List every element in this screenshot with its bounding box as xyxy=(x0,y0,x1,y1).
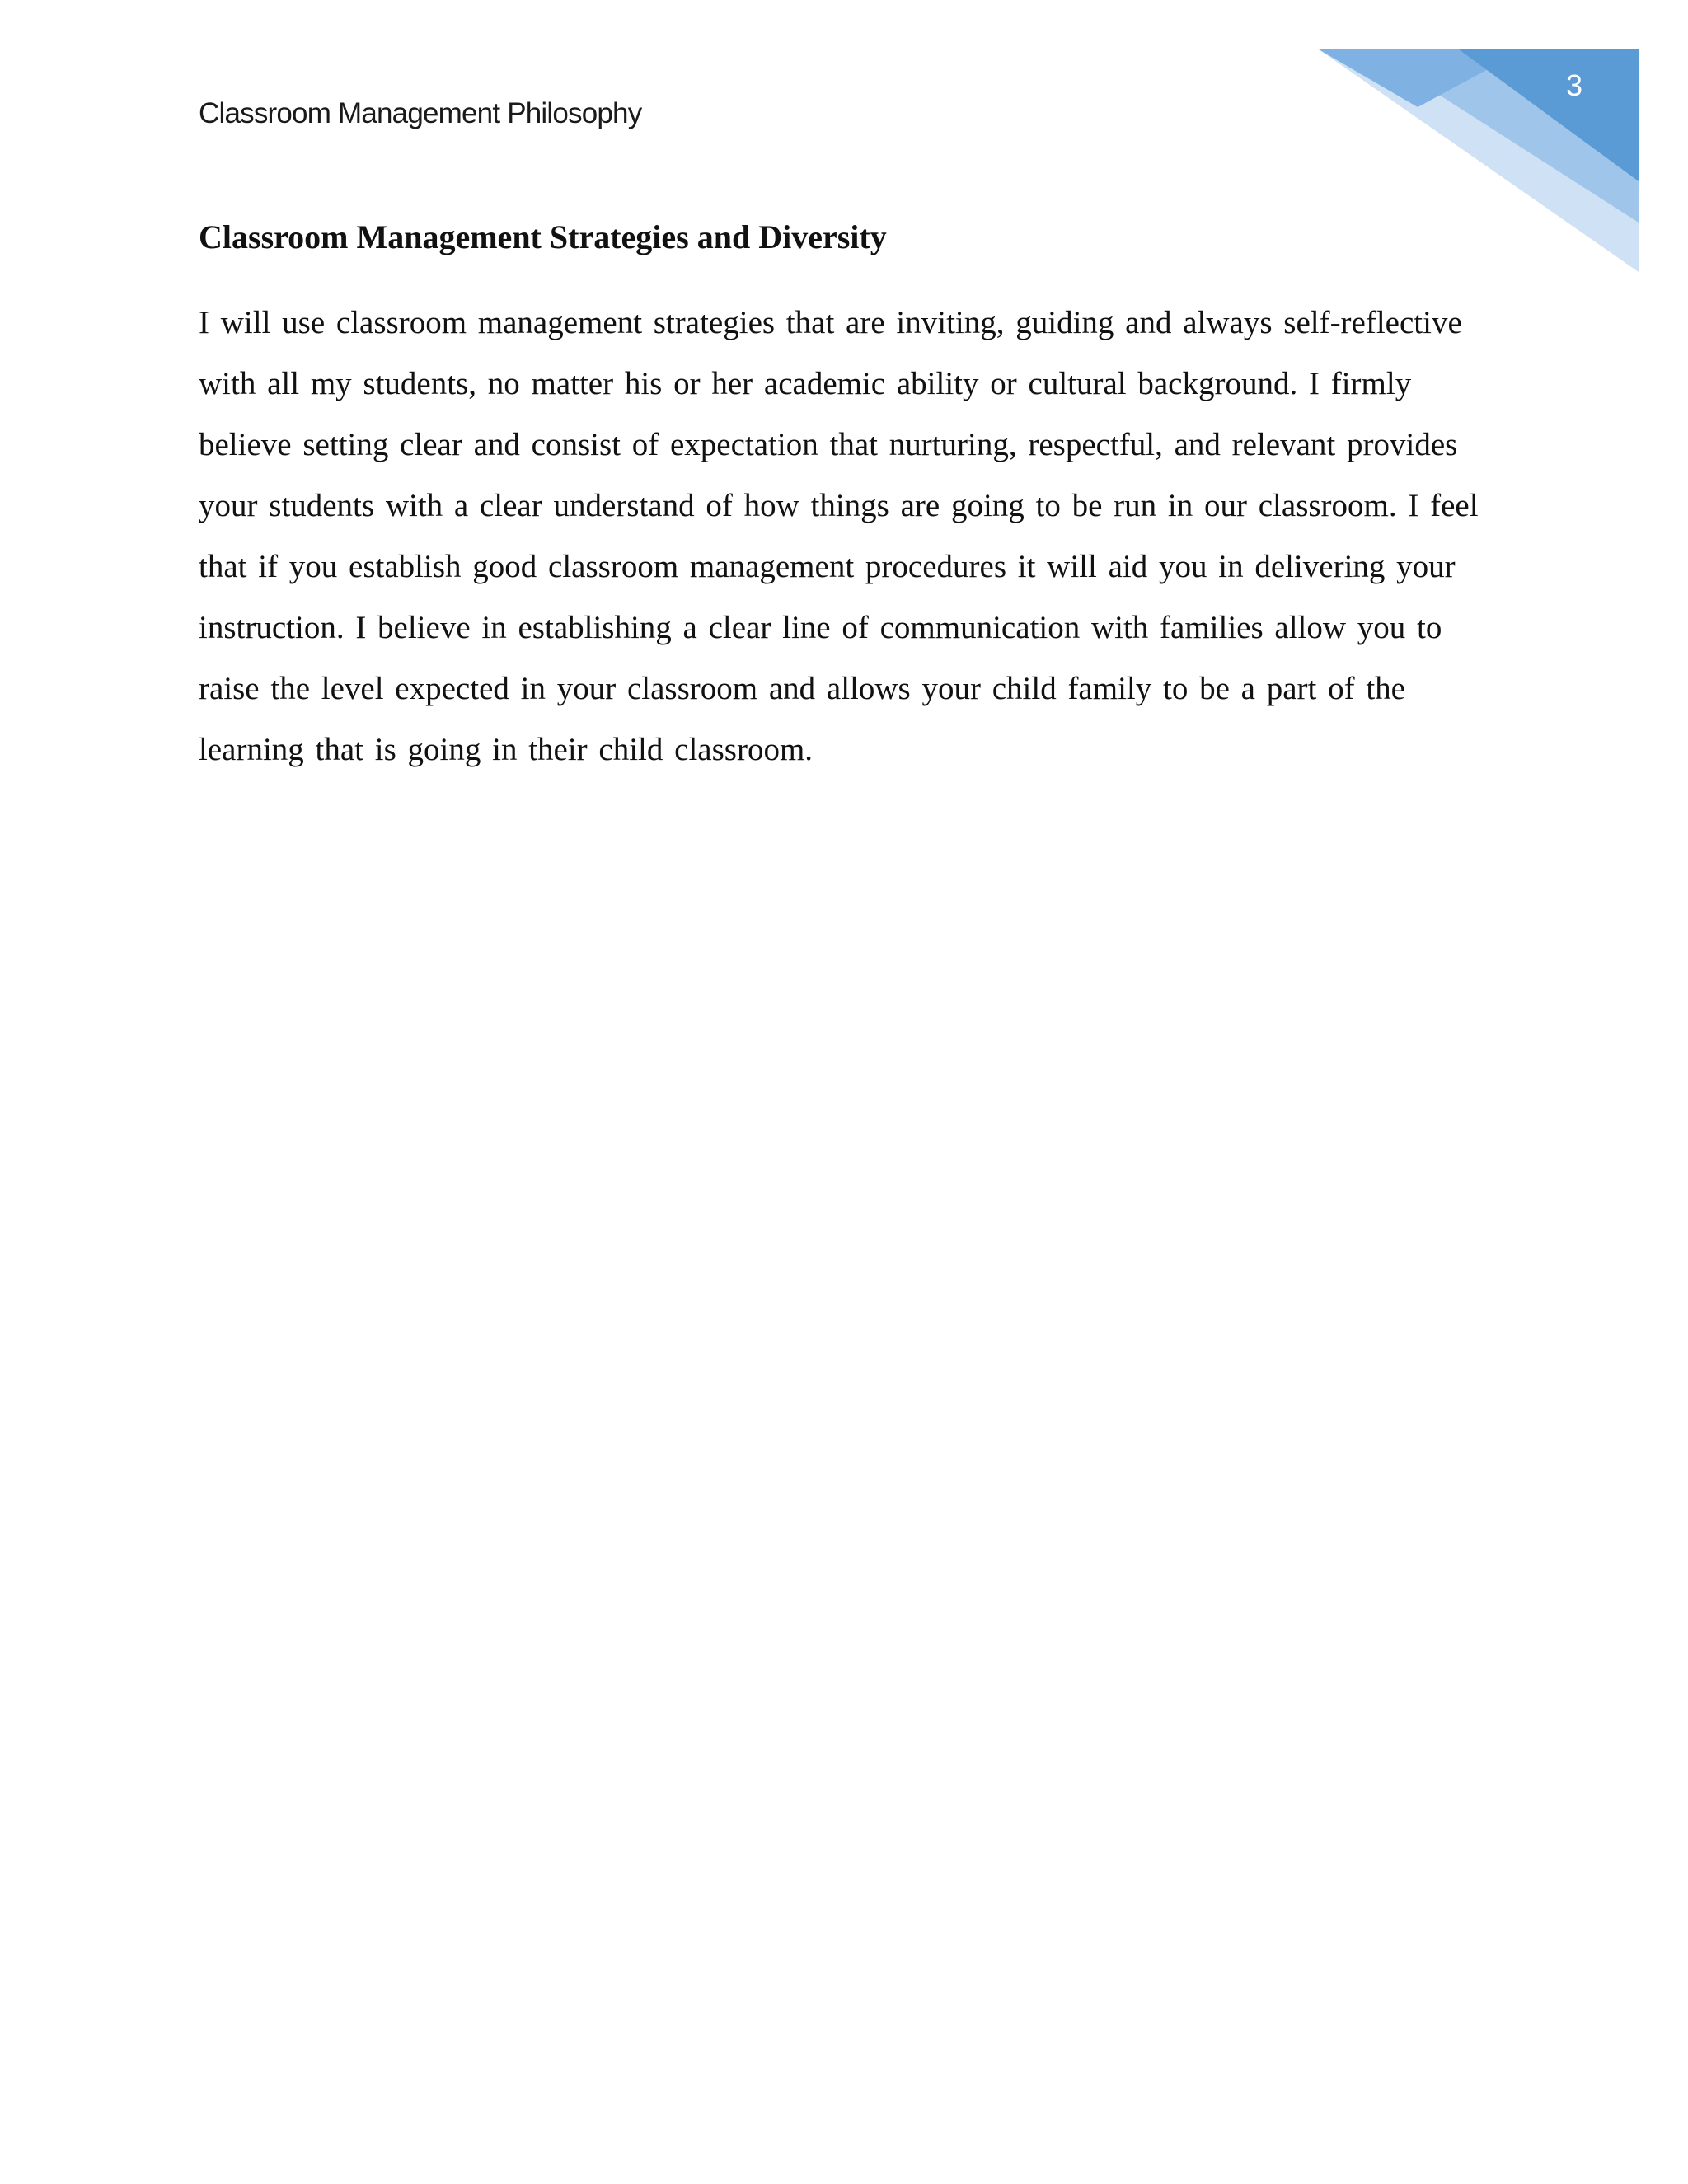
section-heading: Classroom Management Strategies and Diversity xyxy=(199,218,887,255)
running-header-title: Classroom Management Philosophy xyxy=(199,97,642,129)
paragraph-line: I will use classroom management strategies that are inviting, guiding and always self-reflective xyxy=(199,305,1462,340)
paragraph-line: learning that is going in their child classroom. xyxy=(199,732,814,767)
body-paragraph xyxy=(199,298,1479,786)
paragraph-line: with all my students, no matter his or her academic ability or cultural background. I firmly xyxy=(199,366,1412,401)
page-number: 3 xyxy=(1565,68,1583,102)
paragraph-line: your students with a clear understand of how things are going to be run in our classroom. I feel xyxy=(199,488,1479,523)
paragraph-line: raise the level expected in your classroom and allows your child family to be a part of the xyxy=(199,671,1405,706)
paragraph-line: that if you establish good classroom management procedures it will aid you in delivering your xyxy=(199,549,1456,584)
paragraph-line: instruction. I believe in establishing a clear line of communication with families allow you to xyxy=(199,610,1442,645)
paragraph-line: believe setting clear and consist of expectation that nurturing, respectful, and relevant provides xyxy=(199,427,1458,462)
